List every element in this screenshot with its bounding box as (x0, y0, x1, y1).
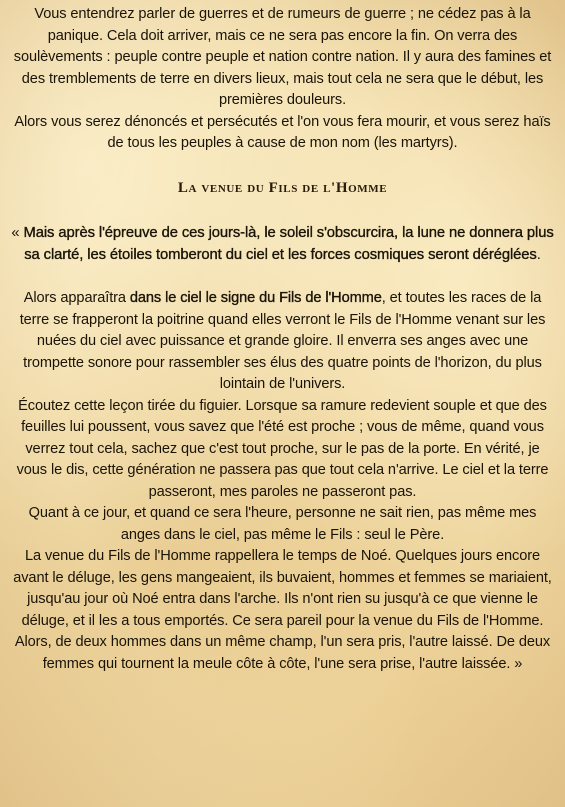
body-p1-end: , et toutes les races de la terre se frapperont la poitrine quand elles verront le Fils de l'Homme venant sur les nuées du ciel avec puissance et grande gloire. Il enverra ses anges avec une trompette sonore pour rassembler ses élus des quatre points de l'horizon, du plus lointain de l'univers. (19, 290, 546, 392)
body-paragraph (10, 288, 555, 675)
body-p3: Quant à ce jour, et quand ce sera l'heure, personne ne sait rien, pas même mes anges dans le ciel, pas même le Fils : seul le Père. (28, 505, 537, 543)
lead-emphasis: Mais après l'épreuve de ces jours-là, le soleil s'obscurcira, la lune ne donnera plus sa clarté, les étoiles tomberont du ciel et les forces cosmiques seront déréglées (23, 225, 554, 263)
intro-text-2: Alors vous serez dénoncés et persécutés et l'on vous fera mourir, et vous serez haïs de tous les peuples à cause de mon nom (les martyrs). (14, 113, 551, 151)
body-p1-start: Alors apparaîtra (23, 290, 130, 306)
open-quote: « (11, 225, 24, 241)
body-p4: La venue du Fils de l'Homme rappellera le temps de Noé. Quelques jours encore avant le déluge, les gens mangeaient, ils buvaient, hommes et femmes se mariaient, jusqu'au jour où Noé entra dans l'arche. Ils n'ont rien su jusqu'à ce que vienne le déluge, et il les a tous emportés. Ce sera pareil pour la venue du Fils de l'Homme. Alors, de deux hommes dans un même champ, l'un sera pris, l'autre laissé. De deux femmes qui tournent la meule côte à côte, l'une sera prise, l'autre laissée. » (13, 548, 552, 672)
intro-paragraph (10, 4, 555, 155)
lead-paragraph (10, 223, 555, 266)
body-p2: Écoutez cette leçon tirée du figuier. Lorsque sa ramure redevient souple et que des feuilles lui poussent, vous savez que l'été est proche ; vous de même, quand vous verrez tout cela, sachez que c'est tout proche, sur le pas de la porte. En vérité, je vous le dis, cette génération ne passera pas que tout cela n'arrive. Le ciel et la terre passeront, mes paroles ne passeront pas. (16, 397, 549, 500)
intro-text-1: Vous entendrez parler de guerres et de rumeurs de guerre ; ne cédez pas à la panique. Cela doit arriver, mais ce ne sera pas encore la fin. On verra des soulèvements : peuple contre peuple et nation contre nation. Il y aura des famines et des tremblements de terre en divers lieux, mais tout cela ne sera que le début, les premières douleurs. (13, 6, 552, 108)
body-p1-emphasis: dans le ciel le signe du Fils de l'Homme (129, 290, 382, 306)
lead-end: . (536, 246, 541, 263)
section-heading: La venue du Fils de l'Homme (177, 180, 388, 196)
